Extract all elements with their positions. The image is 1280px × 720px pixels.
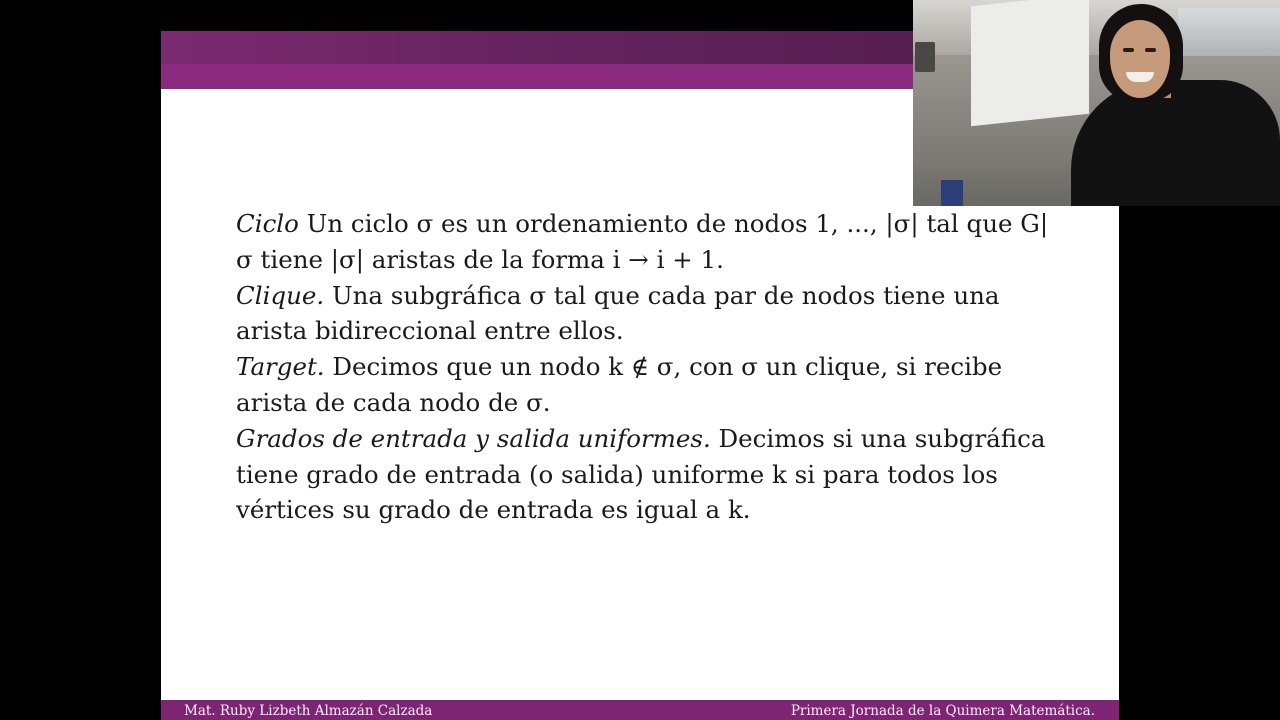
webcam-window — [1178, 8, 1280, 56]
slide-content — [236, 206, 1056, 528]
definition-target — [236, 349, 1056, 421]
presenter-eye-left — [1123, 48, 1134, 52]
webcam-speaker — [915, 42, 935, 72]
webcam-video — [913, 0, 1280, 206]
definition-clique — [236, 278, 1056, 350]
definition-grados — [236, 421, 1056, 528]
text-clique: Una subgráfica σ tal que cada par de nodos tiene una arista bidireccional entre ellos. — [236, 280, 1000, 346]
text-grados: Decimos si una subgráfica tiene grado de entrada (o salida) uniforme k si para todos los vértices su grado de entrada es igual a k. — [236, 423, 1046, 525]
term-ciclo: Ciclo — [236, 209, 299, 238]
footer-event: Primera Jornada de la Quimera Matemática. — [790, 703, 1095, 719]
presenter-face — [1110, 20, 1170, 98]
term-grados: Grados de entrada y salida uniformes. — [236, 423, 711, 453]
footer-author: Mat. Ruby Lizbeth Almazán Calzada — [184, 703, 433, 719]
text-target: Decimos que un nodo k ∉ σ, con σ un clique, si recibe arista de cada nodo de σ. — [236, 352, 1003, 417]
term-target: Target. — [236, 352, 325, 382]
presenter-eye-right — [1145, 48, 1156, 52]
term-clique: Clique. — [236, 280, 325, 310]
webcam-whiteboard — [971, 0, 1089, 126]
text-ciclo: Un ciclo σ es un ordenamiento de nodos 1, ..., |σ| tal que G|σ tiene |σ| aristas de la forma i → i + 1. — [236, 209, 1049, 274]
definition-ciclo — [236, 206, 1056, 278]
slide-footer — [161, 700, 1119, 720]
webcam-chair — [941, 180, 963, 206]
